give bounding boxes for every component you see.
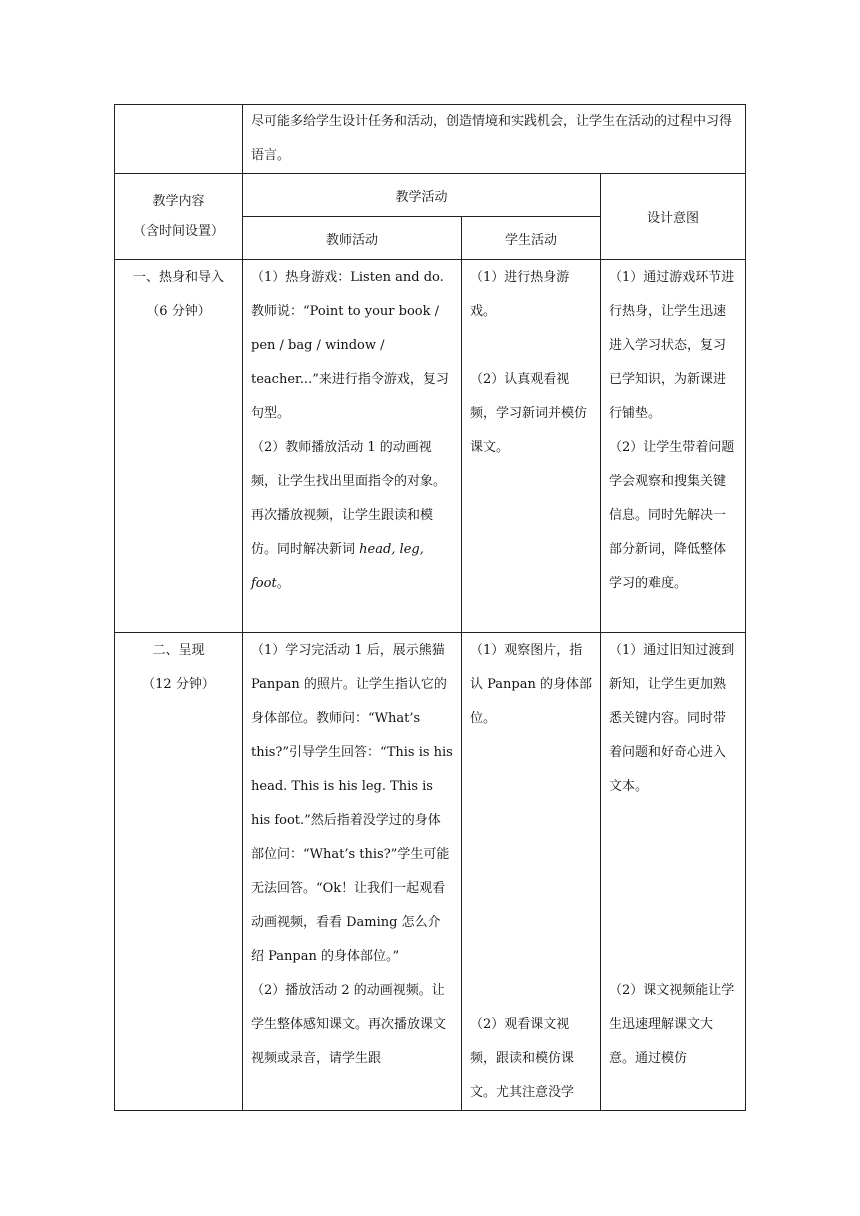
stage-cell [115,633,243,1111]
student-activity-1: （1）观察图片，指认 Panpan 的身体部位。 [470,643,592,726]
stage-time: （6 分钟） [146,304,211,319]
header-student: 学生活动 [462,217,601,260]
row-presentation [115,633,746,1111]
header-content-cell [115,174,243,260]
header-content: 教学内容 [152,193,205,209]
intro-row [115,105,746,174]
stage-time: （12 分钟） [142,677,215,692]
teacher-activity-1: （1）学习完活动 1 后，展示熊猫 Panpan 的照片。让学生指认它的身体部位。教师问：“What’s this?”引导学生回答：“This is his head. This is his leg. This is his foot.”然后指着没学过的身体部位问：“What’s this?”学生可能无法回答。“Ok！让我们一起观看动画视频，看看 Daming 怎么介绍 Panpan 的身体部位。” [251,643,453,964]
teacher-activity-2 [251,431,453,601]
header-intent: 设计意图 [601,174,746,260]
header-row-1 [115,174,746,217]
intent-2: （2）课文视频能让学生迅速理解课文大意。通过模仿 [609,983,735,1066]
teacher-activity-1: （1）热身游戏：Listen and do. 教师说：“Point to your book / pen / bag / window / teacher...”来进行指令游戏，复习句型。 [251,270,449,421]
stage-title: 一、热身和导入 [132,270,224,285]
new-words: head, leg, foot [251,542,424,591]
teacher-activity-cell [243,633,462,1111]
student-activity-cell [462,260,601,633]
lesson-plan-table [114,104,746,1111]
stage-title: 二、呈现 [152,643,205,658]
teacher-activity-2-text: （2）教师播放活动 1 的动画视频，让学生找出里面指令的对象。再次播放视频，让学生跟读和模仿。同时解决新词 [251,440,447,557]
student-activity-1: （1）进行热身游戏。 [470,270,570,319]
student-activity-2: （2）认真观看视频，学习新词并模仿课文。 [470,372,588,455]
intent-1: （1）通过游戏环节进行热身，让学生迅速进入学习状态，复习已学知识，为新课进行铺垫。 [609,270,735,421]
student-activity-2: （2）观看课文视频，跟读和模仿课文。尤其注意没学 [470,1017,575,1100]
teacher-activity-2: （2）播放活动 2 的动画视频。让学生整体感知课文。再次播放课文视频或录音，请学生跟 [251,983,447,1066]
intent-1: （1）通过旧知过渡到新知，让学生更加熟悉关键内容。同时带着问题和好奇心进入文本。 [609,643,735,794]
header-activities: 教学活动 [243,174,601,217]
intent-2: （2）让学生带着问题学会观察和搜集关键信息。同时先解决一部分新词，降低整体学习的难度。 [609,440,735,591]
intro-empty-cell [115,105,243,174]
intent-cell [601,633,746,1111]
row-warmup [115,260,746,633]
intent-cell [601,260,746,633]
teacher-activity-cell [243,260,462,633]
teacher-activity-2-tail: 。 [276,576,290,591]
header-content-note: （含时间设置） [132,223,224,239]
header-teacher: 教师活动 [243,217,462,260]
stage-cell [115,260,243,633]
student-activity-cell [462,633,601,1111]
intro-text: 尽可能多给学生设计任务和活动，创造情境和实践机会，让学生在活动的过程中习得语言。 [243,105,746,174]
